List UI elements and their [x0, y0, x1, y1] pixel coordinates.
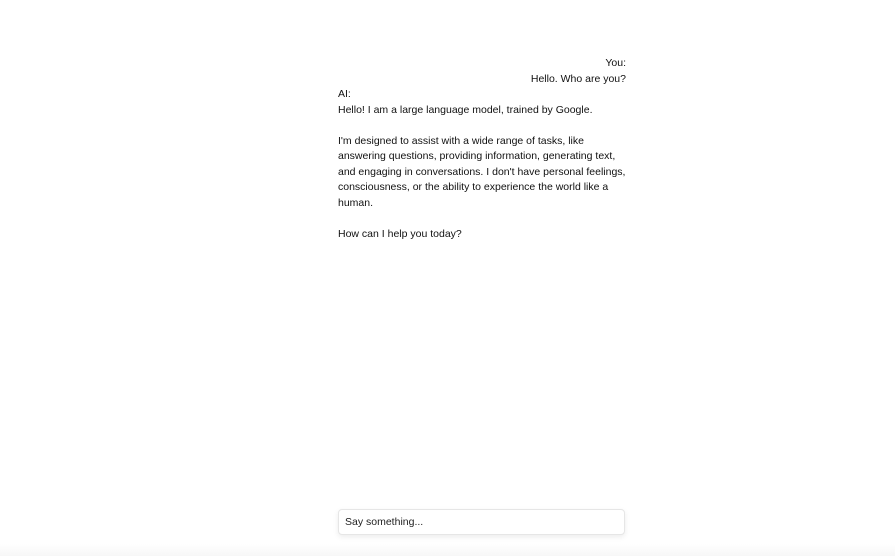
user-message	[338, 56, 626, 87]
user-speaker-label: You:	[605, 57, 626, 69]
ai-speaker-label: AI:	[338, 88, 351, 100]
message-composer[interactable]	[338, 509, 625, 535]
bottom-fade	[0, 544, 895, 556]
user-message-text: Hello. Who are you?	[530, 72, 626, 85]
chat-transcript	[338, 56, 626, 242]
message-input[interactable]	[339, 510, 624, 534]
ai-message-text: Hello! I am a large language model, trained by Google. I'm designed to assist with a wide range of tasks, like answering questions, providing information, generating text, and engaging in conversations. I don't have personal feelings, consciousness, or the ability to experience the world like a human. How can I help you today?	[338, 103, 626, 240]
ai-message	[338, 87, 626, 242]
